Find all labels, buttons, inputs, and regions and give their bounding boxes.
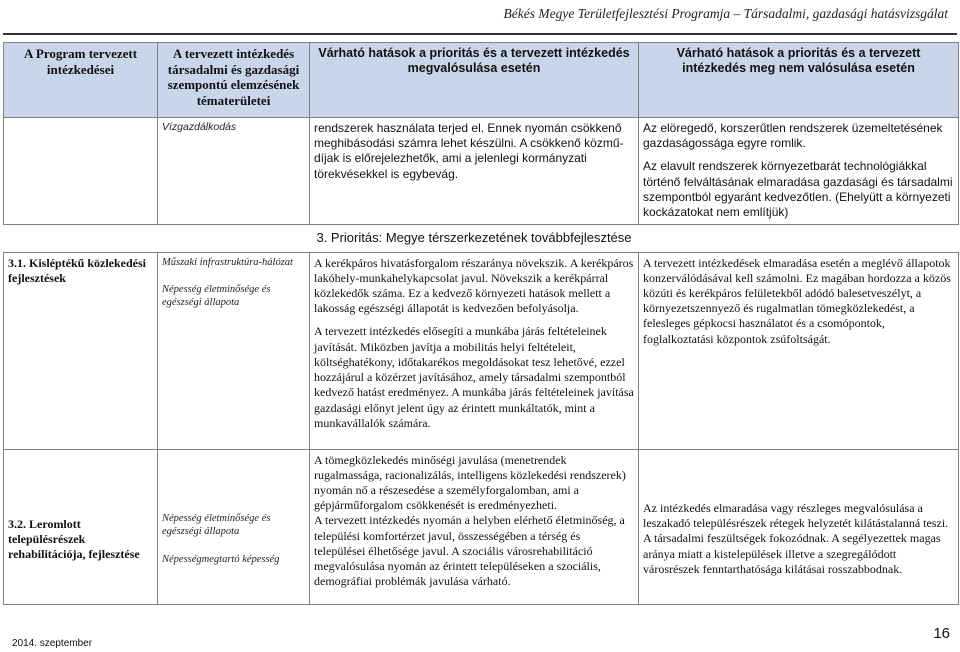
table-row [4, 252, 959, 449]
header-measures: A Program tervezett intézkedései [4, 43, 158, 118]
measure-cell [4, 449, 158, 604]
footer-date: 2014. szeptember [12, 638, 93, 649]
analysis-area-item: Népesség életminősége és egészségi állapota [162, 513, 271, 538]
impact-implemented-cell [310, 118, 639, 225]
priority-spacer [158, 225, 310, 253]
priority-row [4, 225, 959, 253]
impact-paragraph: Az elöregedő, korszerűtlen rendszerek üzemeltetésének gazdaságossága egyre romlik. [643, 121, 943, 151]
impact-paragraph: A tervezett intézkedés elősegíti a munkába járás feltételeinek javítását. Miközben javítja a mobilitás helyi feltételeit, költséghatékony, időtakarékos megoldásokat tesz lehetővé, ezzel hozzájárul a közérzet javításához, amely társadalmi szempontból kedvező hatást eredményez. A munkába járás feltételeinek javítása gazdasági előnyt jelent úgy az érintett munkáltatók, mint a munkavállalók számára. [314, 324, 634, 430]
impact-paragraph: Az elavult rendszerek környezetbarát technológiákkal történő felváltásának elmaradása gazdasági és társadalmi szempontból egyaránt kedvezőtlen. (Ehelyütt a környezeti kockázatokat nem említjük) [643, 159, 953, 220]
impact-not-implemented-cell [639, 118, 959, 225]
analysis-area-cell [158, 252, 310, 449]
impact-paragraph: A kerékpáros hivatásforgalom részaránya növekszik. A kerékpáros lakóhely-munkahelykapcsolat javul. Növekszik a kerékpárral közlekedők száma. Ez a kedvező környezeti hatások mellett a lakosság egészségi állapotát is kedvezően befolyásolja. [314, 255, 634, 316]
header-impacts-not-implemented: Várható hatások a prioritás és a tervezett intézkedés meg nem valósulása esetén [639, 43, 959, 118]
analysis-area-cell: Vízgazdálkodás [158, 118, 310, 225]
impact-not-implemented-cell [639, 449, 959, 604]
impact-paragraph: A tervezett intézkedés nyomán a helyben elérhető életminőség, a települési komfortérzet javul, összességében a térség és települései élhetősége javul. A szociális városrehabilitáció megvalósulása nyomán az érintett településeken a szociális, demográfiai problémák javulása várható. [314, 513, 625, 589]
measure-cell-empty [4, 118, 158, 225]
analysis-area-cell [158, 449, 310, 604]
priority-spacer [4, 225, 158, 253]
impact-implemented-cell [310, 449, 639, 604]
measure-cell: 3.1. Kisléptékű közlekedési fejlesztések [4, 252, 158, 449]
priority-spacer [639, 225, 959, 253]
impact-not-implemented-cell [639, 252, 959, 449]
impact-paragraph: Az intézkedés elmaradása vagy részleges megvalósulása a leszakadó településrészek rétegek helyzetét kilátástalanná teszi. A társadalmi feszültségek fokozódnak. A segélyezettek magas aránya miatt a kistelepülések illetve a szegregálódott városrészek fenntarthatósága kilátásai rosszabbodnak. [643, 500, 949, 576]
header-impacts-implemented: Várható hatások a prioritás és a tervezett intézkedés megvalósulása esetén [310, 43, 639, 118]
header-divider [3, 33, 957, 35]
header-analysis-areas: A tervezett intézkedés társadalmi és gazdasági szempontú elemzésének tématerületei [158, 43, 310, 118]
impact-paragraph: rendszerek használata terjed el. Ennek nyomán csökkenő meghibásodási számra lehet készülni. A csökkenő közmű-díjak is előrejelezhetők, ami a jelenlegi kormányzati törekvésekkel is egybevág. [314, 121, 624, 181]
table-row [4, 449, 959, 604]
impact-paragraph: A tömegközlekedés minőségi javulása (menetrendek rugalmassága, racionalizálás, intelligens közlekedési rendszerek) nyomán nő a részesedése a személyforgalomban, ami a gépjárműforgalom csökkenését is eredményezheti. [314, 452, 626, 513]
impact-table [3, 42, 959, 605]
impact-implemented-cell [310, 252, 639, 449]
analysis-area-item: Népességmegtartó képesség [162, 553, 280, 565]
analysis-area-item: Népesség életminősége és egészségi állapota [162, 283, 271, 308]
impact-paragraph: A tervezett intézkedések elmaradása esetén a meglévő állapotok konzerválódásával kell számolni. Ez magában hordozza a közös közúti és kerékpáros felületekből adódó balesetveszélyt, a környezetszennyező és rugalmatlan tömegközlekedést, a felesleges gépkocsi használatot és a csomópontok, foglalkoztatási központok zsúfoltságát. [643, 255, 951, 346]
priority-heading: 3. Prioritás: Megye térszerkezetének továbbfejlesztése [310, 225, 639, 253]
analysis-area-item: Műszaki infrastruktúra-hálózat [162, 256, 293, 268]
measure-label: 3.2. Leromlott településrészek rehabilitációja, fejlesztése [8, 516, 140, 561]
page-number: 16 [933, 625, 950, 642]
document-header-title: Békés Megye Területfejlesztési Programja – Társadalmi, gazdasági hatásvizsgálat [503, 6, 948, 21]
table-header-row [4, 43, 959, 118]
table-row [4, 118, 959, 225]
